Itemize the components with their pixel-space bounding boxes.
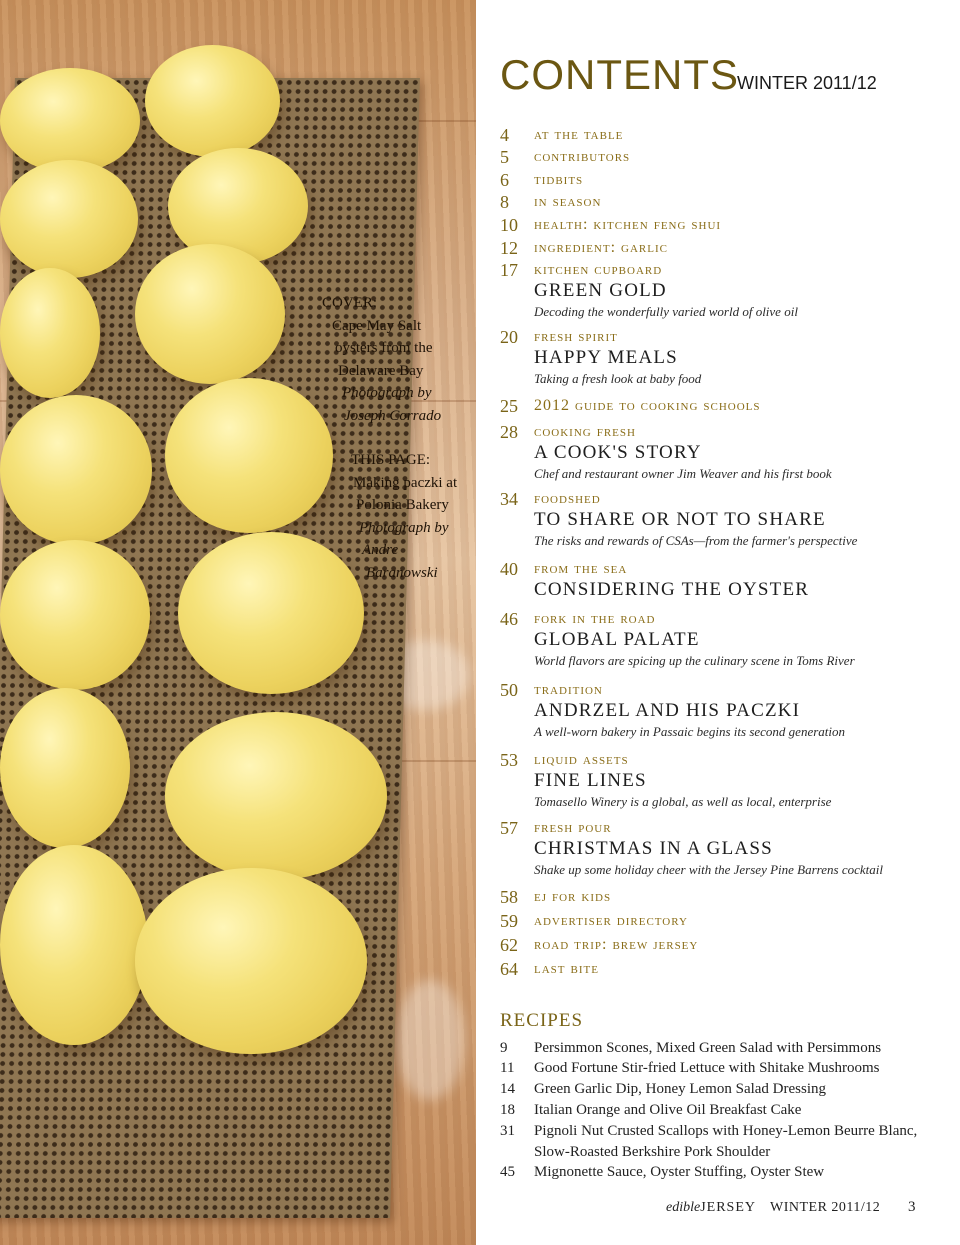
- toc-page-number: 28: [500, 422, 518, 442]
- toc-feature-description: World flavors are spicing up the culinary scene in Toms River: [534, 653, 855, 668]
- toc-department[interactable]: ej for kids: [534, 888, 612, 905]
- recipe-title[interactable]: Persimmon Scones, Mixed Green Salad with Persimmons: [534, 1040, 882, 1056]
- this-page-photo-credit: Photograph by: [359, 519, 449, 536]
- toc-page-number: 8: [500, 192, 509, 212]
- this-page-label: THIS PAGE:: [351, 452, 431, 468]
- paczki-dough-ball: [0, 160, 138, 278]
- toc-page-number: 59: [500, 911, 518, 931]
- page-title: CONTENTS: [500, 51, 739, 98]
- toc-page-number: 58: [500, 887, 518, 907]
- toc-department[interactable]: at the table: [534, 126, 624, 143]
- toc-department[interactable]: in season: [534, 193, 602, 210]
- toc-feature-title[interactable]: A COOK'S STORY: [534, 442, 702, 463]
- toc-feature-description: Decoding the wonderfully varied world of olive oil: [534, 304, 798, 319]
- recipe-title[interactable]: Italian Orange and Olive Oil Breakfast Cake: [534, 1102, 802, 1118]
- recipe-title[interactable]: Slow-Roasted Berkshire Pork Shoulder: [534, 1143, 771, 1160]
- this-page-photo-credit: Baranowski: [366, 564, 438, 581]
- paczki-dough-ball: [135, 244, 285, 384]
- toc-feature-title[interactable]: CHRISTMAS IN A GLASS: [534, 838, 773, 859]
- toc-department[interactable]: kitchen cupboard: [534, 261, 663, 278]
- toc-page-number: 25: [500, 396, 518, 416]
- recipe-title[interactable]: Pignoli Nut Crusted Scallops with Honey-Lemon Beurre Blanc,: [534, 1123, 918, 1139]
- toc-feature-description: Chef and restaurant owner Jim Weaver and his first book: [534, 466, 832, 481]
- toc-department[interactable]: health: kitchen feng shui: [534, 216, 722, 233]
- toc-page-number: 57: [500, 818, 518, 838]
- paczki-dough-ball: [165, 378, 333, 533]
- toc-page-number: 40: [500, 559, 518, 579]
- toc-page-number: 17: [500, 260, 518, 280]
- toc-page-number: 46: [500, 609, 518, 629]
- recipe-page-number: 31: [500, 1123, 515, 1139]
- toc-page-number: 20: [500, 327, 518, 347]
- toc-feature-description: The risks and rewards of CSAs—from the farmer's perspective: [534, 533, 858, 548]
- cover-photo-credit: Joseph Corrado: [344, 407, 442, 424]
- toc-department[interactable]: ingredient: garlic: [534, 239, 668, 256]
- toc-department[interactable]: from the sea: [534, 560, 628, 577]
- recipes-heading: RECIPES: [500, 1010, 584, 1031]
- toc-feature-title[interactable]: TO SHARE OR NOT TO SHARE: [534, 509, 826, 530]
- paczki-dough-ball: [0, 395, 152, 545]
- recipe-page-number: 45: [500, 1164, 515, 1180]
- toc-page-number: 10: [500, 215, 518, 235]
- toc-department[interactable]: contributors: [534, 148, 631, 165]
- footer-brand-jersey: JERSEY: [700, 1200, 757, 1215]
- cover-photo: [0, 0, 476, 1245]
- toc-page-number: 4: [500, 125, 509, 145]
- toc-feature-description: Shake up some holiday cheer with the Jersey Pine Barrens cocktail: [534, 862, 883, 877]
- this-page-caption-line: Making paczki at: [353, 474, 458, 491]
- paczki-dough-ball: [165, 712, 387, 880]
- toc-department[interactable]: fork in the road: [534, 610, 656, 627]
- toc-feature-title[interactable]: GLOBAL PALATE: [534, 629, 700, 650]
- this-page-caption-line: Polonia Bakery: [356, 497, 449, 513]
- page-number: 3: [908, 1199, 916, 1215]
- issue-label: WINTER 2011/12: [737, 73, 877, 93]
- this-page-photo-credit: Andre: [362, 542, 399, 558]
- paczki-dough-ball: [145, 45, 280, 157]
- recipe-title[interactable]: Mignonette Sauce, Oyster Stuffing, Oyster Stew: [534, 1164, 825, 1180]
- paczki-dough-ball: [0, 268, 100, 398]
- paczki-dough-ball: [0, 68, 140, 173]
- recipe-title[interactable]: Good Fortune Stir-fried Lettuce with Shitake Mushrooms: [534, 1060, 880, 1076]
- paczki-dough-ball: [0, 845, 148, 1045]
- cover-caption-line: Delaware Bay: [338, 362, 424, 379]
- toc-feature-title[interactable]: ANDRZEL AND HIS PACZKI: [534, 700, 801, 721]
- toc-feature-description: Taking a fresh look at baby food: [534, 371, 702, 386]
- footer-brand: [666, 1199, 756, 1217]
- recipe-page-number: 14: [500, 1081, 515, 1097]
- toc-page-number: 62: [500, 935, 518, 955]
- toc-feature-title[interactable]: FINE LINES: [534, 770, 647, 791]
- footer-brand-edible: edible: [666, 1200, 701, 1215]
- toc-department[interactable]: tidbits: [534, 171, 584, 188]
- toc-feature-title[interactable]: HAPPY MEALS: [534, 347, 678, 368]
- table-of-contents: [500, 0, 940, 1000]
- toc-department[interactable]: foodshed: [534, 490, 601, 507]
- toc-department[interactable]: cooking fresh: [534, 423, 636, 440]
- toc-department[interactable]: liquid assets: [534, 751, 629, 768]
- toc-department[interactable]: road trip: brew jersey: [534, 936, 699, 953]
- paczki-dough-ball: [0, 540, 150, 690]
- paczki-dough-ball: [135, 868, 367, 1054]
- toc-department[interactable]: tradition: [534, 681, 603, 698]
- toc-page-number: 64: [500, 959, 518, 979]
- toc-page-number: 50: [500, 680, 518, 700]
- recipe-page-number: 11: [500, 1060, 515, 1076]
- toc-department[interactable]: fresh pour: [534, 819, 612, 836]
- recipe-page-number: 18: [500, 1102, 515, 1118]
- cover-caption-line: oysters from the: [335, 340, 433, 356]
- toc-page-number: 12: [500, 238, 518, 258]
- cover-caption-line: Cape May Salt: [332, 317, 422, 334]
- toc-department[interactable]: 2012 guide to cooking schools: [534, 397, 761, 414]
- toc-feature-title[interactable]: GREEN GOLD: [534, 280, 667, 301]
- recipe-page-number: 9: [500, 1040, 508, 1056]
- toc-department[interactable]: fresh spirit: [534, 328, 618, 345]
- toc-page-number: 53: [500, 750, 518, 770]
- toc-page-number: 5: [500, 147, 509, 167]
- toc-feature-description: Tomasello Winery is a global, as well as local, enterprise: [534, 794, 832, 809]
- toc-feature-description: A well-worn bakery in Passaic begins its second generation: [534, 724, 845, 739]
- footer-issue: WINTER 2011/12: [770, 1200, 881, 1215]
- photo-caption: [322, 292, 472, 584]
- paczki-dough-ball: [0, 688, 130, 848]
- recipe-title[interactable]: Green Garlic Dip, Honey Lemon Salad Dressing: [534, 1081, 827, 1097]
- toc-feature-title[interactable]: CONSIDERING THE OYSTER: [534, 579, 810, 600]
- toc-department[interactable]: last bite: [534, 960, 599, 977]
- toc-department[interactable]: advertiser directory: [534, 912, 688, 929]
- cover-label: COVER:: [322, 295, 378, 311]
- toc-page-number: 6: [500, 170, 509, 190]
- toc-page-number: 34: [500, 489, 518, 509]
- cover-photo-credit: Photograph by: [342, 385, 432, 401]
